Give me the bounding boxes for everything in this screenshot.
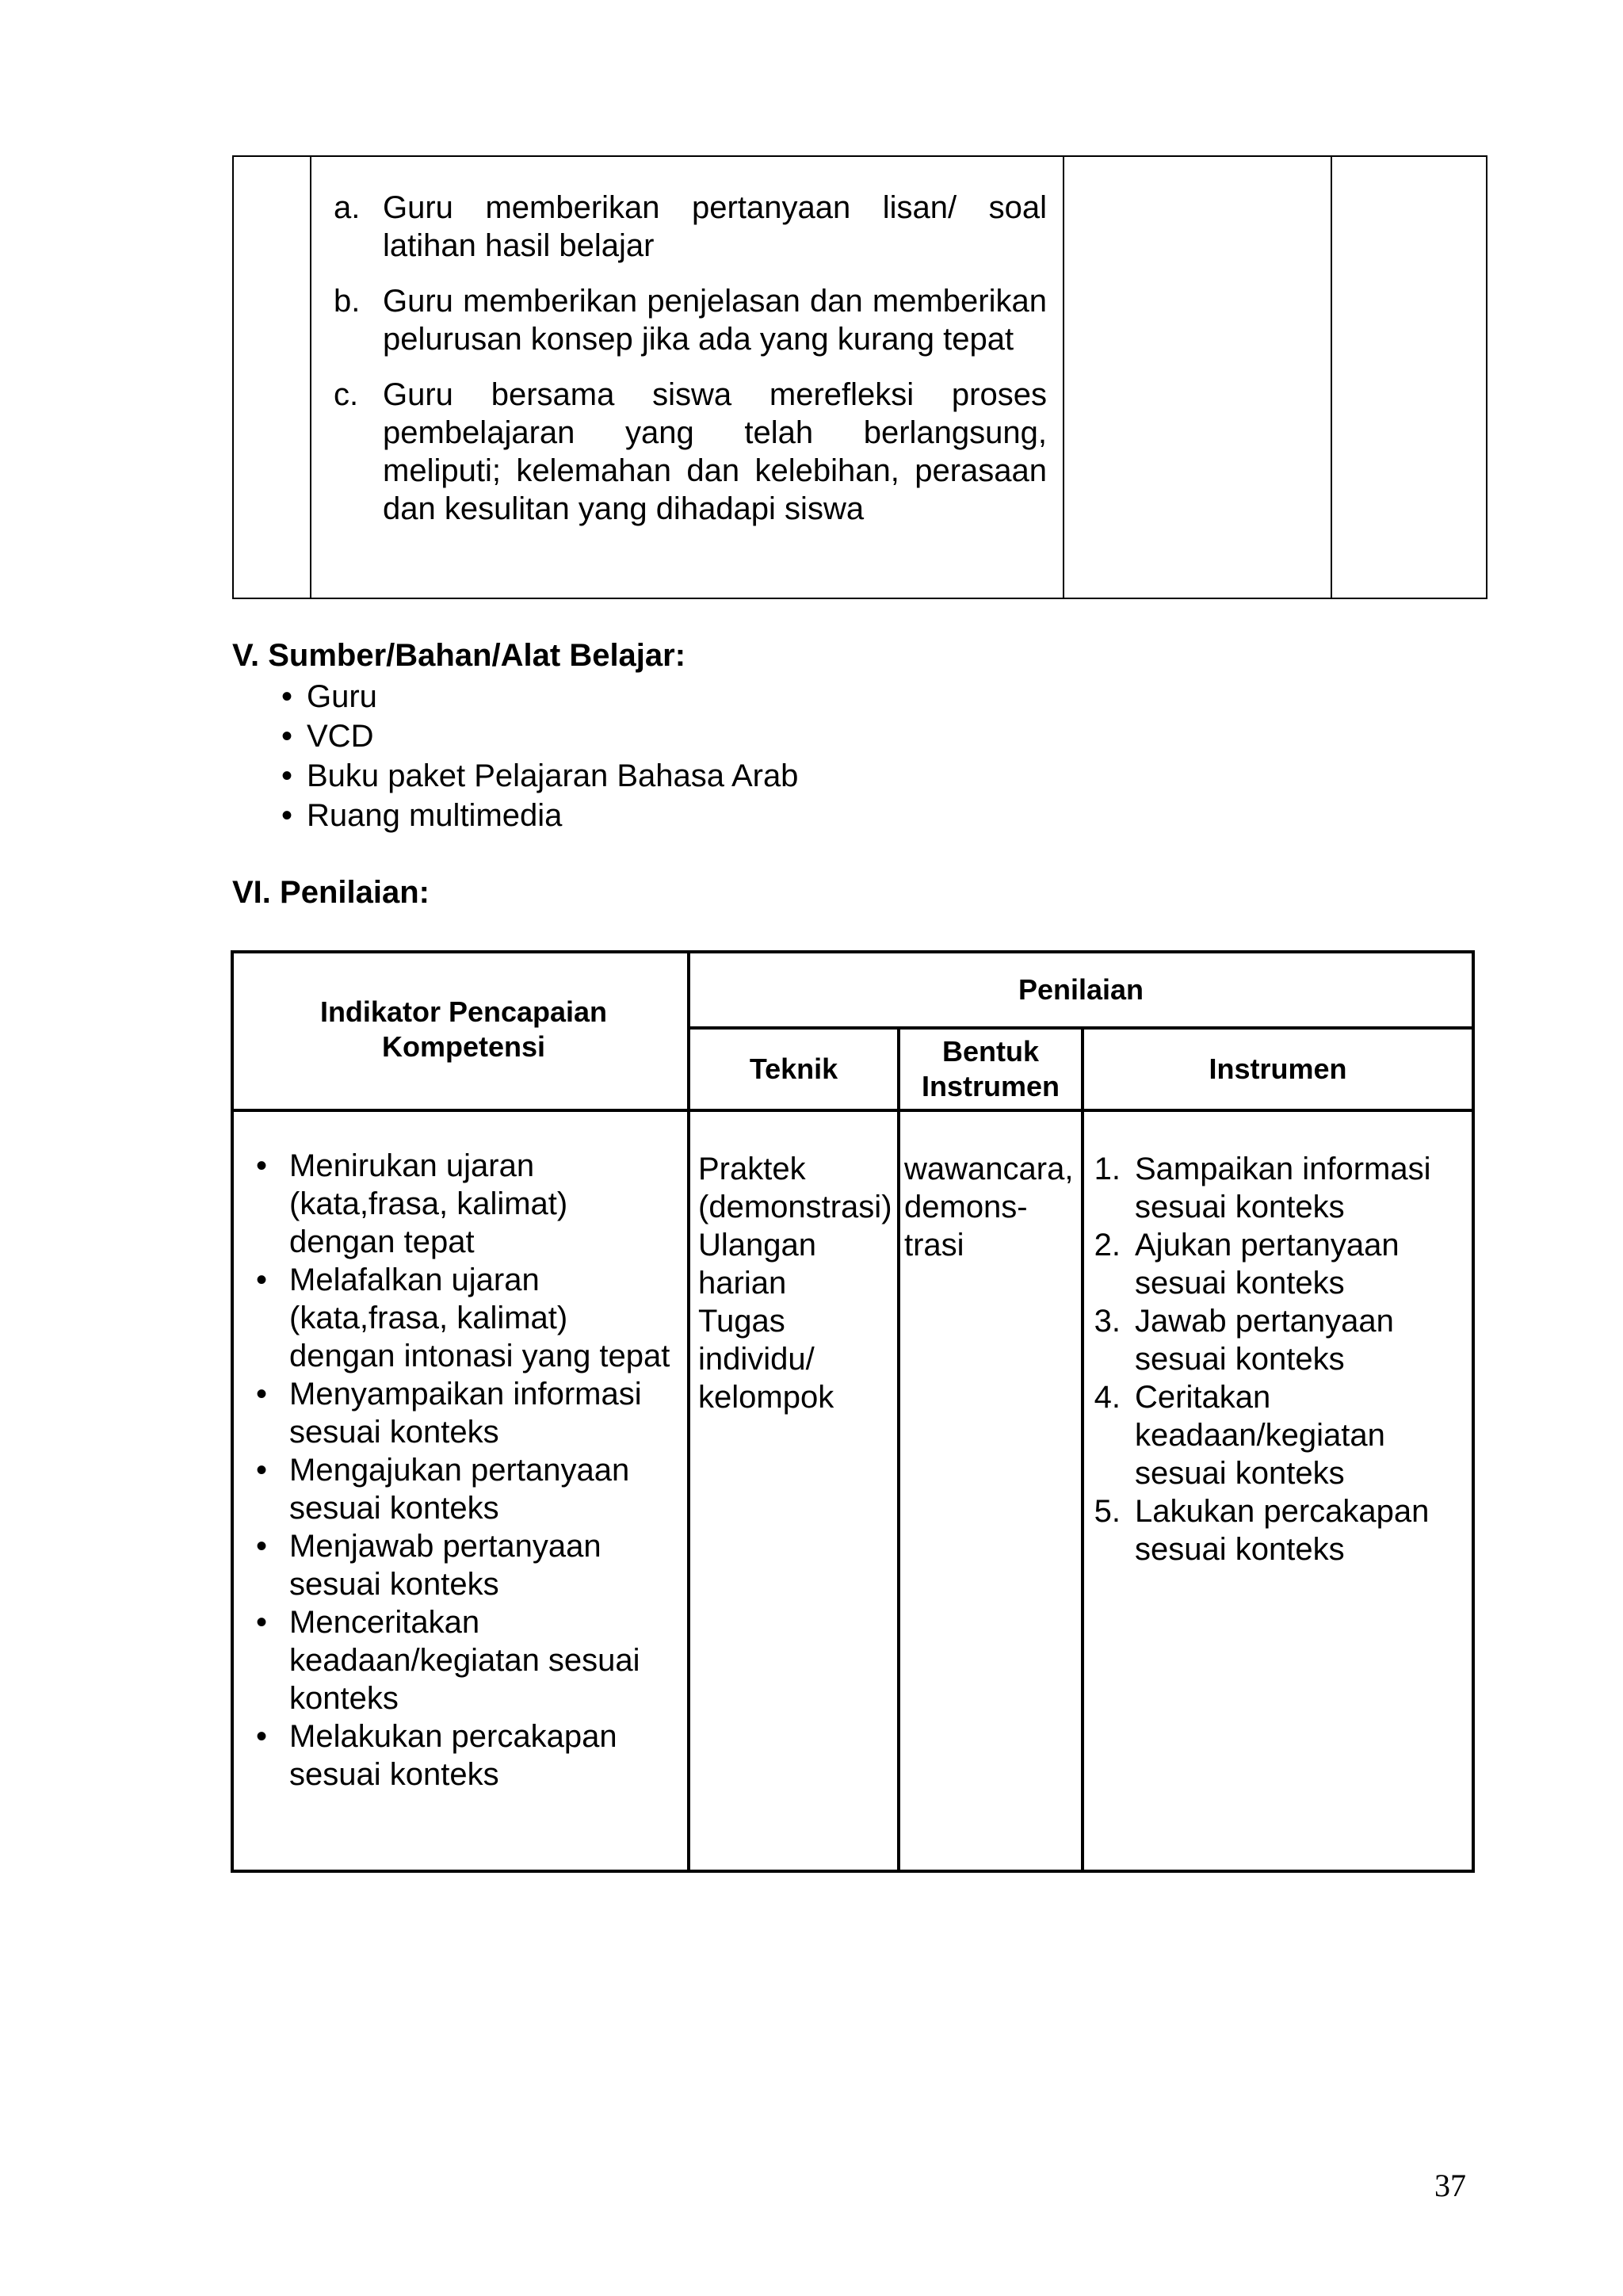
teknik-line: harian <box>698 1266 787 1301</box>
header-instrumen: Instrumen <box>1209 1052 1347 1085</box>
step-text: Guru memberikan pertanyaan lisan/ soal latihan hasil belajar <box>383 190 1047 263</box>
bullet-icon: • <box>256 1263 268 1297</box>
bentuk-line: trasi <box>904 1228 964 1263</box>
indikator-text: Menceritakan keadaan/kegiatan sesuai konteks <box>289 1605 640 1716</box>
instrumen-text: Ceritakan keadaan/kegiatan sesuai konteks <box>1135 1380 1385 1491</box>
header-indikator: Indikator Pencapaian Kompetensi <box>319 995 608 1063</box>
indikator-item <box>234 1147 679 1261</box>
indikator-text: Menjawab pertanyaan sesuai konteks <box>289 1529 601 1602</box>
teknik-line: Tugas <box>698 1304 785 1339</box>
bullet-icon: • <box>281 719 293 754</box>
indikator-item <box>234 1603 679 1717</box>
teknik-line: Praktek <box>698 1152 806 1186</box>
assessment-table <box>231 950 1475 1873</box>
step-item <box>334 282 1047 358</box>
step-marker: c. <box>334 377 359 412</box>
header-teknik: Teknik <box>749 1052 838 1085</box>
indikator-item <box>234 1375 679 1451</box>
indikator-item <box>234 1527 679 1603</box>
section-6-heading: VI. Penilaian: <box>232 875 430 910</box>
bullet-icon: • <box>281 679 293 714</box>
step-marker: b. <box>334 284 361 319</box>
item-number: 5. <box>1094 1494 1121 1529</box>
resource-text: Guru <box>307 679 377 714</box>
teknik-line: Ulangan <box>698 1228 817 1263</box>
indikator-item <box>234 1451 679 1527</box>
resource-text: Ruang multimedia <box>307 798 563 833</box>
step-text: Guru memberikan penjelasan dan memberikan pelurusan konsep jika ada yang kurang tepat <box>383 284 1047 357</box>
bullet-icon: • <box>256 1719 268 1754</box>
step-item <box>334 189 1047 265</box>
indikator-item <box>234 1717 679 1794</box>
activity-table-col-3 <box>1064 157 1332 598</box>
indikator-text: Melafalkan ujaran (kata,frasa, kalimat) dengan intonasi yang tepat <box>289 1263 670 1373</box>
indikator-text: Menyampaikan informasi sesuai konteks <box>289 1377 642 1450</box>
teknik-cell <box>698 1150 897 1416</box>
instrumen-cell <box>1084 1150 1472 1568</box>
instrumen-text: Lakukan percakapan sesuai konteks <box>1135 1494 1430 1567</box>
item-number: 2. <box>1094 1228 1121 1263</box>
bullet-icon: • <box>256 1529 268 1564</box>
activity-table <box>232 155 1487 599</box>
instrumen-text: Jawab pertanyaan sesuai konteks <box>1135 1304 1394 1377</box>
resource-text: Buku paket Pelajaran Bahasa Arab <box>307 758 799 793</box>
step-item <box>334 376 1047 528</box>
indikator-text: Mengajukan pertanyaan sesuai konteks <box>289 1453 630 1526</box>
activity-steps-cell <box>311 157 1064 598</box>
instrumen-item <box>1084 1492 1465 1568</box>
bullet-icon: • <box>256 1148 268 1183</box>
resource-item <box>281 716 798 756</box>
bentuk-line: wawancara, <box>904 1152 1074 1186</box>
item-number: 3. <box>1094 1304 1121 1339</box>
bullet-icon: • <box>256 1453 268 1488</box>
section-5-heading: V. Sumber/Bahan/Alat Belajar: <box>232 638 686 673</box>
step-marker: a. <box>334 190 361 225</box>
bullet-icon: • <box>281 758 293 793</box>
header-penilaian: Penilaian <box>1018 973 1144 1006</box>
bullet-icon: • <box>256 1377 268 1412</box>
indikator-cell <box>234 1147 687 1794</box>
page-number: 37 <box>1434 2168 1466 2203</box>
instrumen-item <box>1084 1150 1465 1226</box>
indikator-text: Menirukan ujaran (kata,frasa, kalimat) dengan tepat <box>289 1148 568 1259</box>
activity-table-col-4 <box>1332 157 1486 598</box>
table-divider <box>897 1028 900 1870</box>
teknik-line: kelompok <box>698 1380 834 1415</box>
instrumen-item <box>1084 1378 1465 1492</box>
teknik-line: individu/ <box>698 1342 815 1377</box>
bentuk-line: demons- <box>904 1190 1028 1224</box>
resource-item <box>281 677 798 716</box>
table-divider <box>234 1109 1472 1112</box>
instrumen-item <box>1084 1302 1465 1378</box>
indikator-item <box>234 1261 679 1375</box>
resource-item <box>281 756 798 796</box>
item-number: 1. <box>1094 1152 1121 1186</box>
instrumen-item <box>1084 1226 1465 1302</box>
step-text: Guru bersama siswa merefleksi proses pembelajaran yang telah berlangsung, meliputi; kelemahan dan kelebihan, perasaan dan kesulitan yang dihadapi siswa <box>383 377 1047 526</box>
teknik-line: (demonstrasi) <box>698 1190 892 1224</box>
header-bentuk-instrumen: Bentuk Instrumen <box>921 1035 1060 1102</box>
bentuk-cell <box>904 1150 1081 1264</box>
activity-table-col-number <box>234 157 311 598</box>
bullet-icon: • <box>281 798 293 833</box>
indikator-text: Melakukan percakapan sesuai konteks <box>289 1719 617 1792</box>
bullet-icon: • <box>256 1605 268 1640</box>
instrumen-text: Ajukan pertanyaan sesuai konteks <box>1135 1228 1400 1301</box>
resource-text: VCD <box>307 719 374 754</box>
item-number: 4. <box>1094 1380 1121 1415</box>
instrumen-text: Sampaikan informasi sesuai konteks <box>1135 1152 1431 1224</box>
resource-list <box>281 677 798 835</box>
resource-item <box>281 796 798 835</box>
